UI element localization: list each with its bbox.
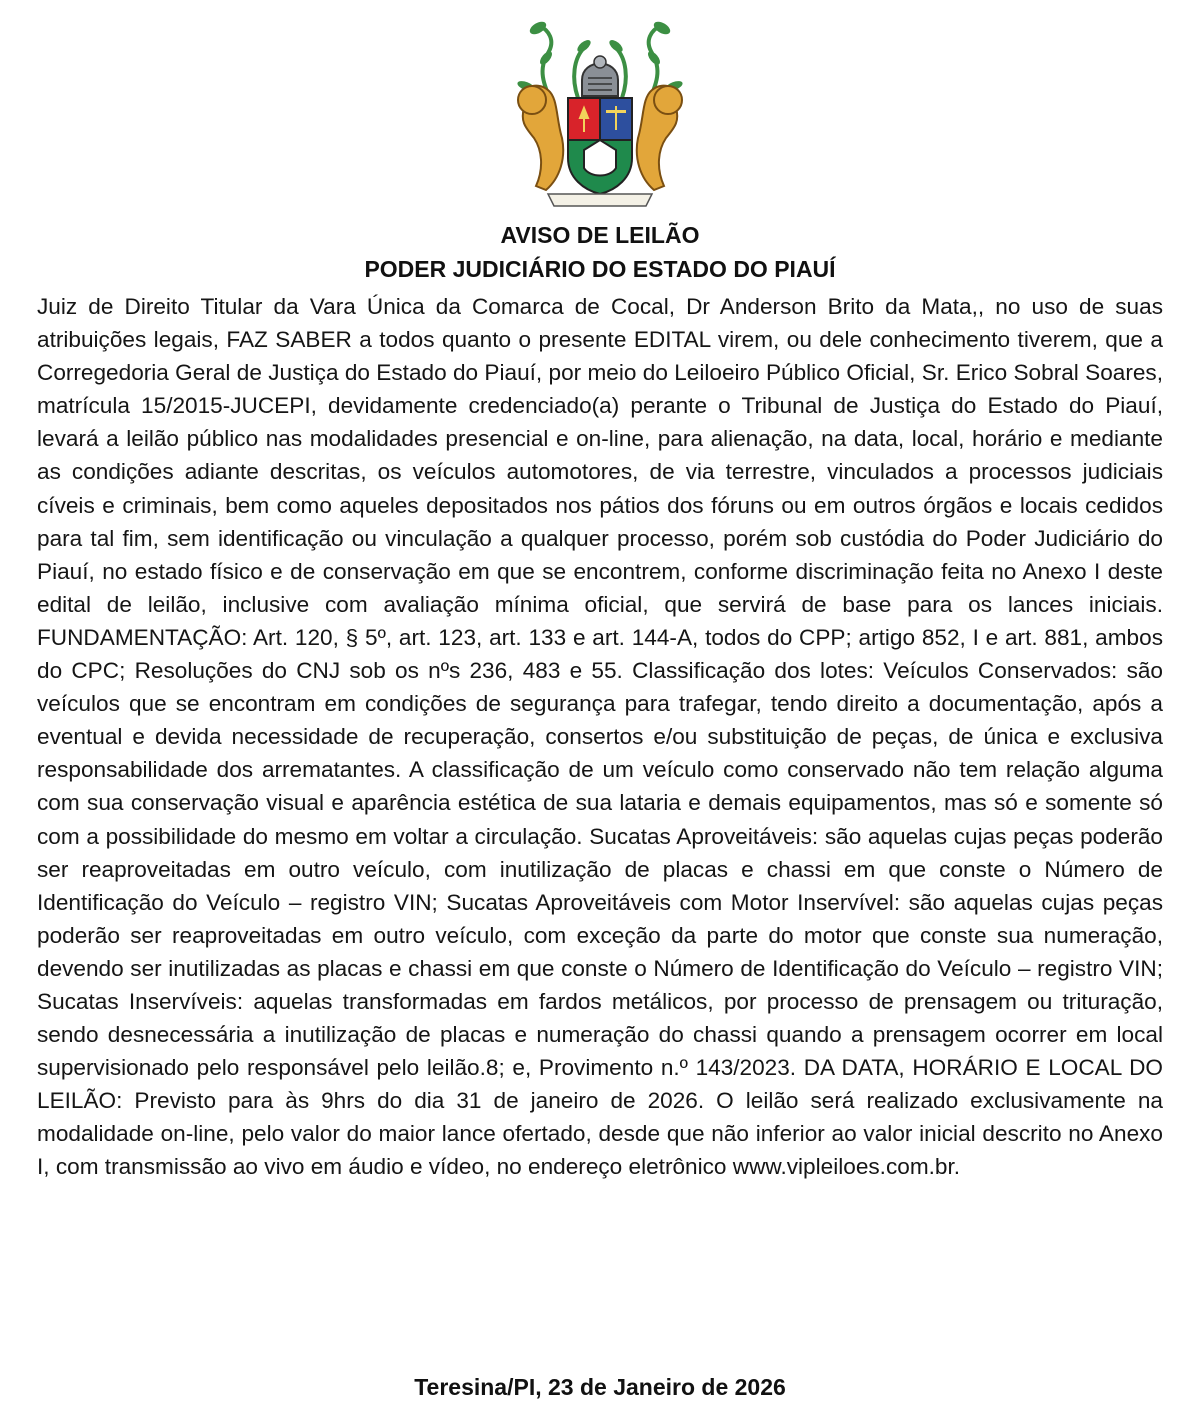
- notice-subtitle: PODER JUDICIÁRIO DO ESTADO DO PIAUÍ: [364, 256, 836, 282]
- place-and-date: Teresina/PI, 23 de Janeiro de 2026: [414, 1374, 786, 1400]
- coat-of-arms-seal-icon: [486, 18, 714, 218]
- notice-body-text: Juiz de Direito Titular da Vara Única da Comarca de Cocal, Dr Anderson Brito da Mata,, no uso de suas atribuições legais, FAZ SABER a todos quanto o presente EDITAL virem, ou dele conhecimento tiverem, que a Corregedoria Geral de Justiça do Estado do Piauí, por meio do Leiloeiro Público Oficial, Sr. Erico Sobral Soares, matrícula 15/2015-JUCEPI, devidamente credenciado(a) perante o Tribunal de Justiça do Estado do Piauí, levará a leilão público nas modalidades presencial e on-line, para alienação, na data, local, horário e mediante as condições adiante descritas, os veículos automotores, de via terrestre, vinculados a processos judiciais cíveis e criminais, bem como aqueles depositados nos pátios dos fóruns ou em outros órgãos e locais cedidos para tal fim, sem identificação ou vinculação a qualquer processo, porém sob custódia do Poder Judiciário do Piauí, no estado físico e de conservação em que se encontrem, conforme discriminação feita no Anexo I deste edital de leilão, inclusive com avaliação mínima oficial, que servirá de base para os lances iniciais. FUNDAMENTAÇÃO: Art. 120, § 5º, art. 123, art. 133 e art. 144-A, todos do CPP; artigo 852, I e art. 881, ambos do CPC; Resoluções do CNJ sob os nºs 236, 483 e 55. Classificação dos lotes: Veículos Conservados: são veículos que se encontram em condições de segurança para trafegar, tendo direito a documentação, após a eventual e devida necessidade de recuperação, consertos e/ou substituição de peças, de única e exclusiva responsabilidade dos arrematantes. A classificação de um veículo como conservado não tem relação alguma com sua conservação visual e aparência estética de sua lataria e demais equipamentos, mas só e somente só com a possibilidade do mesmo em voltar a circulação. Sucatas Aproveitáveis: são aquelas cujas peças poderão ser reaproveitadas em outro veículo, com inutilização de placas e chassi em que conste o Número de Identificação do Veículo – registro VIN; Sucatas Aproveitáveis com Motor Inservível: são aquelas cujas peças poderão ser reaproveitadas em outro veículo, com exceção da parte do motor que conste sua numeração, devendo ser inutilizadas as placas e chassi em que conste o Número de Identificação do Veículo – registro VIN; Sucatas Inservíveis: aquelas transformadas em fardos metálicos, por processo de prensagem ou trituração, sendo desnecessária a inutilização de placas e numeração do chassi quando a prensagem ocorrer em local supervisionado pelo responsável pelo leilão.8; e, Provimento n.º 143/2023. DA DATA, HORÁRIO E LOCAL DO LEILÃO: Previsto para às 9hrs do dia 31 de janeiro de 2026. O leilão será realizado exclusivamente na modalidade on-line, pelo valor do maior lance ofertado, desde que não inferior ao valor inicial descrito no Anexo I, com transmissão ao vivo em áudio e vídeo, no endereço eletrônico www.vipleiloes.com.br.: [37, 294, 1163, 1180]
- notice-title: AVISO DE LEILÃO: [500, 222, 700, 248]
